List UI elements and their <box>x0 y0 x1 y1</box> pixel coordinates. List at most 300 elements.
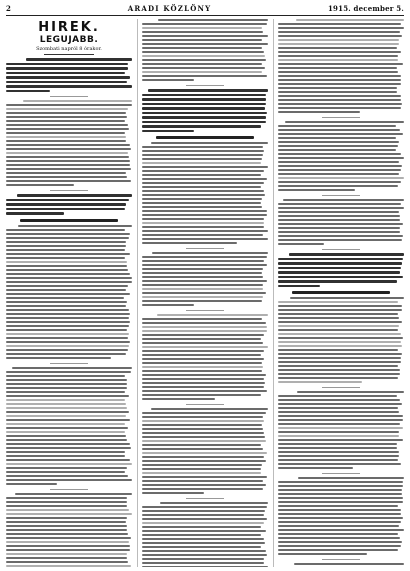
text-line <box>151 408 268 410</box>
text-line <box>6 112 126 114</box>
text-line <box>278 107 401 109</box>
text-line <box>278 83 401 85</box>
text-line <box>278 489 402 491</box>
text-line <box>142 300 262 302</box>
text-line <box>142 67 265 69</box>
text-line <box>142 456 264 458</box>
text-line <box>6 148 131 150</box>
text-line <box>6 329 127 331</box>
text-line <box>6 152 128 154</box>
text-line <box>142 59 266 61</box>
text-line <box>278 427 403 429</box>
text-line <box>142 440 266 442</box>
text-line <box>6 317 129 319</box>
text-line <box>278 153 401 155</box>
text-line <box>142 460 266 462</box>
text-line <box>6 549 130 551</box>
text-line <box>6 269 128 271</box>
text-line <box>142 554 267 556</box>
text-line <box>142 534 261 536</box>
text-line <box>6 357 111 359</box>
text-line <box>278 141 399 143</box>
text-line <box>6 497 127 499</box>
text-line <box>142 166 268 168</box>
text-line <box>6 447 131 449</box>
text-line <box>6 557 127 559</box>
text-line <box>142 346 268 348</box>
article-heading <box>20 219 118 222</box>
text-line <box>278 223 403 225</box>
text-block <box>6 194 132 215</box>
text-line <box>142 484 266 486</box>
text-block <box>278 253 404 287</box>
text-line <box>6 371 131 373</box>
text-line <box>278 280 397 283</box>
text-line <box>142 47 262 49</box>
text-line <box>6 435 126 437</box>
text-line <box>278 399 400 401</box>
text-line <box>6 529 127 531</box>
text-line <box>6 455 125 457</box>
text-line <box>6 325 129 327</box>
text-line <box>142 63 262 65</box>
text-line <box>278 395 397 397</box>
text-line <box>278 31 400 33</box>
text-line <box>6 533 128 535</box>
header-rule <box>6 15 404 16</box>
text-line <box>6 383 127 385</box>
text-line <box>6 553 127 555</box>
text-line <box>142 382 265 384</box>
text-line <box>278 235 403 237</box>
text-line <box>142 226 264 228</box>
article-separator <box>322 117 360 118</box>
text-block <box>278 297 404 383</box>
text-line <box>142 292 266 294</box>
text-line <box>6 411 129 413</box>
text-line <box>278 365 398 367</box>
text-line <box>142 268 263 270</box>
article-separator <box>186 310 224 311</box>
text-line <box>142 424 262 426</box>
text-line <box>142 386 264 388</box>
text-line <box>142 362 262 364</box>
text-line <box>298 477 404 479</box>
text-line <box>6 229 125 231</box>
text-line <box>6 63 128 66</box>
text-line <box>6 537 131 539</box>
text-line <box>6 525 127 527</box>
text-line <box>278 313 398 315</box>
text-line <box>278 407 398 409</box>
text-line <box>6 333 129 335</box>
text-line <box>142 206 262 208</box>
text-line <box>142 428 263 430</box>
text-line <box>6 160 130 162</box>
section-subtitle: LEGUJABB. <box>39 35 99 45</box>
text-line <box>278 67 397 69</box>
text-line <box>142 154 263 156</box>
text-line <box>6 483 57 485</box>
text-line <box>278 423 400 425</box>
text-line <box>142 334 264 336</box>
text-line <box>6 76 130 79</box>
text-line <box>142 79 194 81</box>
text-line <box>6 297 124 299</box>
text-line <box>6 403 126 405</box>
text-line <box>6 459 130 461</box>
text-line <box>278 455 399 457</box>
text-line <box>6 419 130 421</box>
masthead-rule <box>44 54 94 55</box>
text-block <box>6 493 132 568</box>
text-line <box>278 537 400 539</box>
text-line <box>6 301 127 303</box>
text-line <box>278 361 401 363</box>
text-line <box>6 305 126 307</box>
text-line <box>278 353 402 355</box>
text-line <box>6 517 127 519</box>
text-line <box>142 318 262 320</box>
text-line <box>148 89 268 92</box>
text-line <box>6 261 127 263</box>
text-line <box>142 170 264 172</box>
text-line <box>278 189 355 191</box>
text-line <box>6 277 132 279</box>
text-line <box>6 439 127 441</box>
text-line <box>142 538 264 540</box>
text-line <box>18 225 132 227</box>
text-line <box>6 289 126 291</box>
text-line <box>6 144 130 146</box>
text-block <box>142 408 268 494</box>
text-block <box>6 367 132 485</box>
text-line <box>278 35 402 37</box>
text-line <box>6 72 125 75</box>
text-line <box>278 529 404 531</box>
text-line <box>158 19 268 21</box>
text-line <box>142 210 267 212</box>
text-block <box>6 100 132 186</box>
text-line <box>142 35 268 37</box>
text-line <box>6 463 132 465</box>
text-line <box>278 211 399 213</box>
text-line <box>278 463 401 465</box>
text-line <box>6 108 128 110</box>
text-line <box>151 142 268 144</box>
text-line <box>296 19 404 21</box>
text-line <box>142 146 263 148</box>
text-line <box>278 509 401 511</box>
text-line <box>6 104 132 106</box>
text-line <box>6 349 128 351</box>
page-number: 2 <box>6 4 12 13</box>
text-line <box>278 27 404 29</box>
text-line <box>142 43 268 45</box>
text-line <box>142 398 215 400</box>
text-line <box>142 276 263 278</box>
text-line <box>278 451 399 453</box>
article-heading <box>292 291 390 294</box>
text-line <box>142 260 264 262</box>
text-line <box>278 341 401 343</box>
text-line <box>278 553 367 555</box>
text-line <box>142 103 266 106</box>
text-line <box>142 378 264 380</box>
text-block <box>278 477 404 555</box>
text-line <box>6 120 125 122</box>
text-line <box>142 522 264 524</box>
issue-date: 1915. december 5. <box>327 4 404 13</box>
text-line <box>6 337 128 339</box>
page-header <box>6 4 404 13</box>
text-line <box>278 309 402 311</box>
text-line <box>6 273 130 275</box>
text-line <box>289 253 404 256</box>
text-block <box>142 314 268 400</box>
text-line <box>278 51 401 53</box>
text-line <box>142 182 264 184</box>
text-line <box>142 394 261 396</box>
text-line <box>6 90 50 93</box>
column-1 <box>6 19 132 567</box>
text-line <box>152 252 268 254</box>
article-separator <box>50 363 88 364</box>
text-line <box>142 464 262 466</box>
text-line <box>278 207 404 209</box>
article-separator <box>322 473 360 474</box>
text-line <box>142 150 264 152</box>
text-line <box>142 112 267 115</box>
text-block <box>278 563 404 567</box>
text-line <box>6 116 127 118</box>
text-line <box>278 39 399 41</box>
text-line <box>278 55 398 57</box>
text-line <box>142 51 264 53</box>
text-line <box>142 186 261 188</box>
text-line <box>6 427 128 429</box>
text-block <box>142 89 268 132</box>
text-line <box>278 373 400 375</box>
text-line <box>278 79 401 81</box>
text-line <box>142 174 261 176</box>
text-line <box>278 157 404 159</box>
text-line <box>6 128 129 130</box>
text-line <box>142 130 194 133</box>
text-line <box>142 542 265 544</box>
text-line <box>6 353 126 355</box>
text-line <box>6 545 130 547</box>
text-line <box>142 98 266 101</box>
article-separator <box>50 96 88 97</box>
text-line <box>6 164 130 166</box>
text-line <box>6 184 74 186</box>
text-line <box>278 541 402 543</box>
text-line <box>142 107 265 110</box>
column-1-body <box>6 58 132 567</box>
text-line <box>142 214 267 216</box>
text-line <box>278 403 402 405</box>
text-line <box>278 161 399 163</box>
column-2 <box>137 19 268 567</box>
text-line <box>278 517 403 519</box>
text-line <box>6 168 131 170</box>
text-line <box>278 419 403 421</box>
text-line <box>142 546 261 548</box>
text-line <box>142 39 262 41</box>
column-3 <box>273 19 404 567</box>
text-line <box>15 493 132 495</box>
text-line <box>283 199 404 201</box>
text-line <box>142 222 264 224</box>
text-line <box>278 431 399 433</box>
text-line <box>142 468 261 470</box>
article-separator <box>186 404 224 405</box>
text-line <box>142 158 262 160</box>
text-line <box>6 341 130 343</box>
text-line <box>6 379 127 381</box>
section-dateline: Szombati napról 8 órakor. <box>36 46 102 52</box>
text-line <box>278 63 403 65</box>
text-line <box>278 103 402 105</box>
text-line <box>278 243 324 245</box>
text-line <box>6 241 126 243</box>
article-separator <box>50 190 88 191</box>
text-block <box>142 502 268 567</box>
article-separator <box>186 248 224 249</box>
text-line <box>142 234 263 236</box>
text-line <box>6 140 126 142</box>
text-line <box>142 218 264 220</box>
text-line <box>6 395 129 397</box>
text-line <box>142 550 266 552</box>
text-line <box>278 285 320 288</box>
text-line <box>26 58 132 61</box>
text-line <box>142 370 262 372</box>
text-line <box>6 467 127 469</box>
text-line <box>6 281 132 283</box>
text-line <box>6 67 128 70</box>
text-line <box>6 172 126 174</box>
text-line <box>142 288 263 290</box>
section-masthead <box>6 21 132 55</box>
text-line <box>142 304 194 306</box>
text-line <box>142 280 267 282</box>
text-line <box>278 59 398 61</box>
text-line <box>142 566 268 567</box>
text-line <box>142 420 264 422</box>
text-line <box>278 276 403 279</box>
text-line <box>6 415 126 417</box>
text-line <box>142 432 264 434</box>
text-line <box>6 203 126 206</box>
text-line <box>278 357 401 359</box>
text-line <box>142 190 264 192</box>
text-line <box>6 132 125 134</box>
text-line <box>6 479 132 481</box>
article-separator <box>322 559 360 560</box>
text-line <box>142 480 263 482</box>
text-line <box>142 71 262 73</box>
text-line <box>6 471 125 473</box>
text-line <box>142 55 265 57</box>
text-line <box>278 521 401 523</box>
text-line <box>6 561 128 563</box>
text-line <box>278 501 403 503</box>
text-line <box>6 399 125 401</box>
text-line <box>6 253 130 255</box>
text-line <box>6 375 125 377</box>
text-line <box>297 391 404 393</box>
text-line <box>6 257 125 259</box>
text-line <box>142 284 263 286</box>
text-line <box>6 293 130 295</box>
text-line <box>6 505 127 507</box>
text-line <box>142 358 264 360</box>
text-line <box>278 145 398 147</box>
text-line <box>278 505 398 507</box>
text-line <box>278 435 399 437</box>
text-line <box>278 533 398 535</box>
text-line <box>6 565 131 567</box>
text-line <box>142 412 266 414</box>
text-line <box>278 262 402 265</box>
text-line <box>6 423 125 425</box>
text-line <box>142 162 261 164</box>
text-line <box>6 249 125 251</box>
article-separator <box>186 498 224 499</box>
text-line <box>142 510 265 512</box>
text-line <box>278 485 403 487</box>
text-line <box>278 75 401 77</box>
text-line <box>278 321 402 323</box>
text-line <box>278 447 397 449</box>
text-line <box>142 330 267 332</box>
text-line <box>142 178 267 180</box>
text-line <box>278 129 400 131</box>
text-line <box>278 493 402 495</box>
text-line <box>142 444 261 446</box>
text-line <box>142 366 263 368</box>
text-line <box>142 256 267 258</box>
article-separator <box>50 489 88 490</box>
text-line <box>6 321 130 323</box>
text-line <box>142 526 261 528</box>
text-line <box>142 472 261 474</box>
text-line <box>290 297 404 299</box>
text-line <box>278 267 401 270</box>
text-line <box>278 47 397 49</box>
text-line <box>278 173 399 175</box>
text-line <box>278 203 401 205</box>
text-line <box>142 121 266 124</box>
text-line <box>142 436 265 438</box>
text-line <box>278 185 398 187</box>
text-line <box>278 99 401 101</box>
text-line <box>142 448 263 450</box>
text-line <box>6 245 126 247</box>
text-line <box>142 476 267 478</box>
text-line <box>142 338 261 340</box>
text-line <box>278 215 400 217</box>
text-line <box>278 329 398 331</box>
text-line <box>142 242 237 244</box>
text-line <box>278 317 399 319</box>
text-line <box>6 156 129 158</box>
text-line <box>6 85 132 88</box>
text-line <box>278 369 400 371</box>
text-line <box>278 227 400 229</box>
